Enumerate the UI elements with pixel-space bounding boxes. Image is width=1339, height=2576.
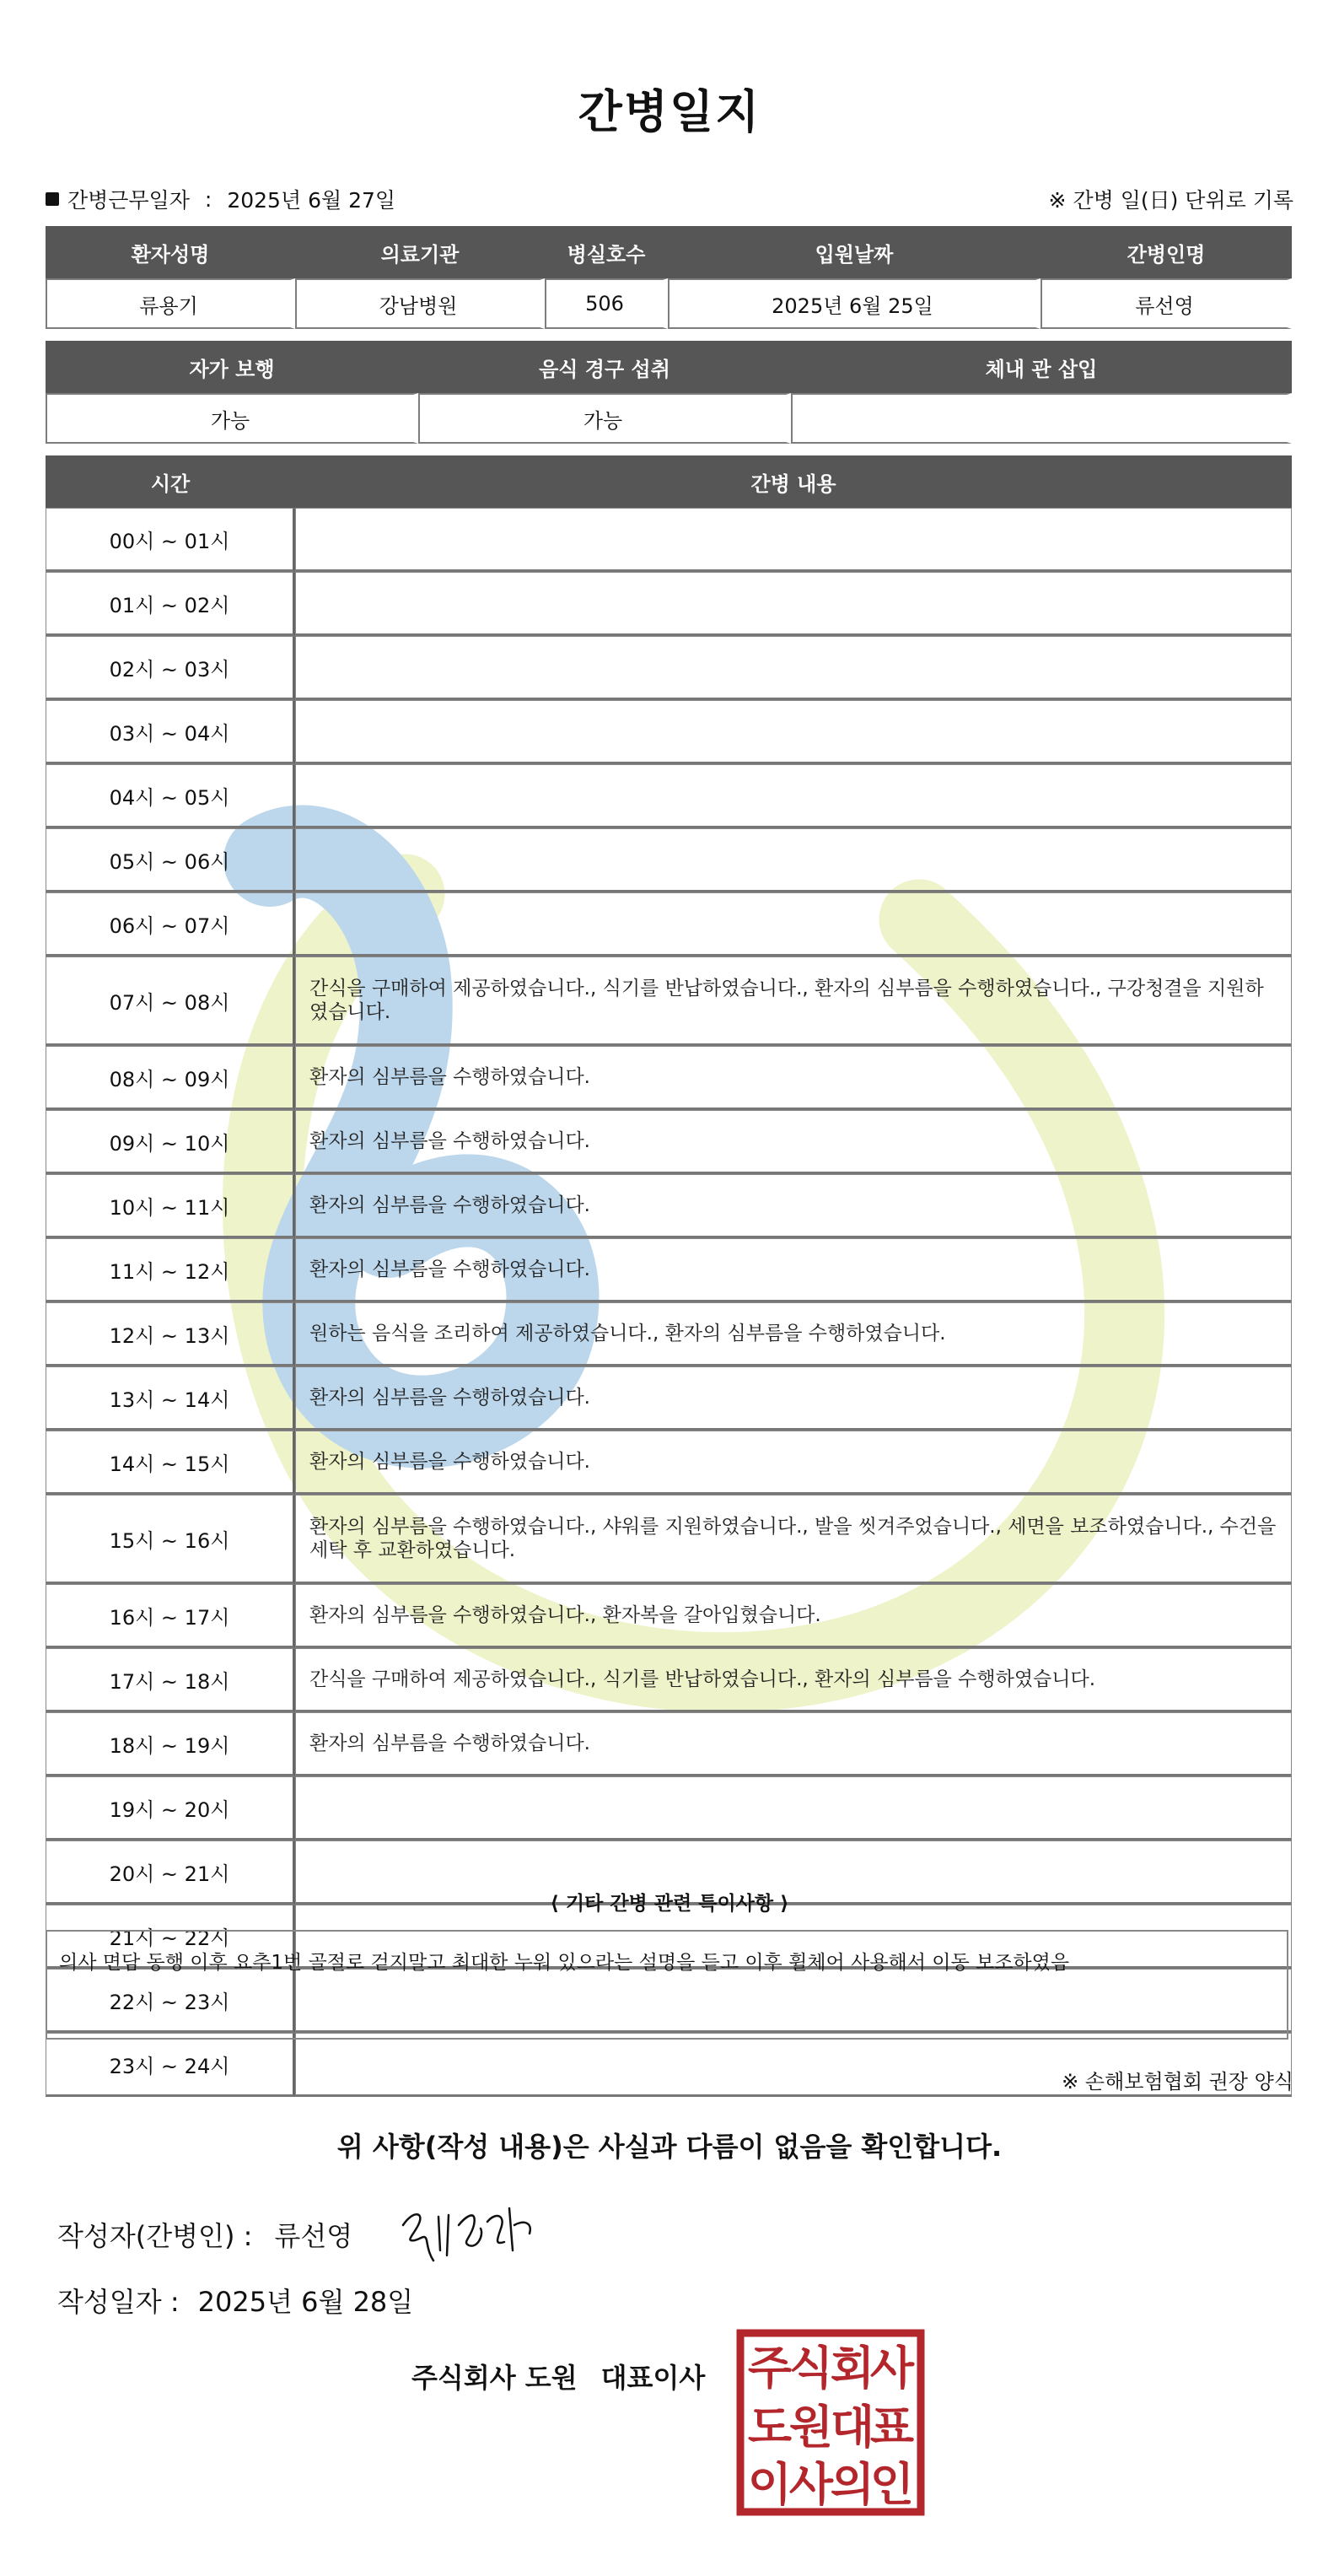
log-time-cell: 19시 ~ 20시 (46, 1776, 295, 1840)
log-header-row (46, 455, 1292, 508)
writer-name: 류선영 (274, 2220, 353, 2252)
association-note: ※ 손해보험협회 권장 양식 (1062, 2070, 1293, 2094)
log-row (46, 892, 1292, 957)
log-content-cell: 환자의 심부름을 수행하였습니다. (295, 1366, 1292, 1431)
header-caregiver-name: 간병인명 (1041, 226, 1292, 278)
written-date-label: 작성일자 : (57, 2286, 180, 2318)
log-row (46, 1584, 1292, 1648)
oral-intake-value: 가능 (418, 393, 791, 444)
svg-text:도: 도 (747, 2401, 793, 2454)
log-row (46, 636, 1292, 700)
log-time-cell: 18시 ~ 19시 (46, 1712, 295, 1776)
svg-text:이: 이 (747, 2458, 793, 2511)
header-room-number: 병실호수 (545, 226, 668, 278)
log-row (46, 1366, 1292, 1431)
svg-text:대: 대 (830, 2401, 875, 2454)
log-content-cell: 환자의 심부름을 수행하였습니다., 환자복을 갈아입혔습니다. (295, 1584, 1292, 1648)
svg-text:의: 의 (830, 2458, 875, 2511)
written-date-line (57, 2281, 413, 2320)
self-walking-value: 가능 (46, 393, 418, 444)
unit-note: ※ 간병 일(日) 단위로 기록 (1048, 188, 1293, 213)
svg-text:회: 회 (830, 2342, 875, 2395)
log-content-cell (295, 508, 1292, 572)
patient-info-value-row (46, 278, 1292, 329)
log-content-cell (295, 892, 1292, 957)
notes-content: 의사 면담 동행 이후 요추1번 골절로 걷지말고 최대한 누워 있으라는 설명을 듣고 이후 휠체어 사용해서 이동 보조하였음 (46, 1930, 1288, 2040)
writer-label: 작성자(간병인) : (57, 2220, 253, 2252)
log-time-cell: 01시 ~ 02시 (46, 572, 295, 636)
handwritten-signature (396, 2191, 540, 2267)
written-date-value: 2025년 6월 28일 (197, 2286, 414, 2318)
work-date-label: 간병근무일자 (67, 188, 190, 213)
log-time-cell: 13시 ~ 14시 (46, 1366, 295, 1431)
patient-info-header-row (46, 226, 1292, 278)
company-name: 주식회사 도원 (411, 2362, 578, 2394)
log-time-cell: 20시 ~ 21시 (46, 1840, 295, 1905)
svg-text:식: 식 (788, 2342, 834, 2395)
log-time-cell: 17시 ~ 18시 (46, 1648, 295, 1712)
header-tube-insertion: 체내 관 삽입 (791, 341, 1292, 393)
tube-insertion-value (791, 393, 1292, 444)
log-time-cell: 08시 ~ 09시 (46, 1046, 295, 1110)
log-content-cell (295, 572, 1292, 636)
care-log-table (46, 455, 1292, 2097)
log-content-cell: 환자의 심부름을 수행하였습니다. (295, 1238, 1292, 1302)
work-date (46, 184, 395, 214)
log-time-cell: 00시 ~ 01시 (46, 508, 295, 572)
condition-value-row (46, 393, 1292, 444)
log-content-cell: 환자의 심부름을 수행하였습니다. (295, 1431, 1292, 1495)
log-content-cell: 간식을 구매하여 제공하였습니다., 식기를 반납하였습니다., 환자의 심부름을 수행하였습니다., 구강청결을 지원하였습니다. (295, 957, 1292, 1046)
patient-info-table (46, 226, 1292, 329)
bullet-square-icon (46, 192, 59, 206)
log-time-cell: 11시 ~ 12시 (46, 1238, 295, 1302)
page-title: 간병일지 (578, 85, 761, 138)
log-time-cell: 22시 ~ 23시 (46, 1969, 295, 2033)
svg-text:사: 사 (788, 2458, 834, 2511)
log-time-cell: 03시 ~ 04시 (46, 700, 295, 764)
svg-text:인: 인 (869, 2458, 915, 2511)
log-time-cell: 05시 ~ 06시 (46, 828, 295, 892)
log-time-cell: 12시 ~ 13시 (46, 1302, 295, 1366)
header-patient-name: 환자성명 (46, 226, 295, 278)
log-content-cell (295, 636, 1292, 700)
log-time-cell: 23시 ~ 24시 (46, 2033, 295, 2097)
log-row (46, 1776, 1292, 1840)
caregiver-name-value: 류선영 (1041, 278, 1292, 329)
log-row (46, 1174, 1292, 1238)
log-row (46, 700, 1292, 764)
svg-text:표: 표 (869, 2401, 915, 2454)
log-row (46, 828, 1292, 892)
log-content-cell (295, 1776, 1292, 1840)
log-content-cell: 환자의 심부름을 수행하였습니다. (295, 1712, 1292, 1776)
log-row (46, 957, 1292, 1046)
log-time-cell: 06시 ~ 07시 (46, 892, 295, 957)
company-line (411, 2357, 705, 2395)
log-content-cell: 환자의 심부름을 수행하였습니다. (295, 1174, 1292, 1238)
svg-text:사: 사 (869, 2342, 915, 2395)
log-time-cell: 09시 ~ 10시 (46, 1110, 295, 1174)
header-hospital: 의료기관 (295, 226, 545, 278)
log-content-cell (295, 828, 1292, 892)
log-row (46, 1302, 1292, 1366)
log-content-cell (295, 764, 1292, 828)
patient-name-value: 류용기 (46, 278, 295, 329)
room-number-value: 506 (545, 278, 668, 329)
log-row (46, 764, 1292, 828)
svg-text:원: 원 (788, 2401, 834, 2454)
header-oral-intake: 음식 경구 섭취 (418, 341, 791, 393)
hospital-value: 강남병원 (295, 278, 545, 329)
log-content-cell: 환자의 심부름을 수행하였습니다. (295, 1046, 1292, 1110)
notes-title: ⟨ 기타 간병 관련 특이사항 ⟩ (550, 1893, 789, 1915)
log-row (46, 1046, 1292, 1110)
work-date-separator: : (204, 186, 212, 212)
svg-text:주: 주 (747, 2342, 793, 2395)
admission-date-value: 2025년 6월 25일 (668, 278, 1041, 329)
log-body (46, 508, 1292, 2097)
log-content-cell: 환자의 심부름을 수행하였습니다. (295, 1110, 1292, 1174)
log-row (46, 1712, 1292, 1776)
company-seal-stamp (735, 2328, 926, 2517)
condition-header-row (46, 341, 1292, 393)
log-row (46, 1431, 1292, 1495)
log-row (46, 1495, 1292, 1584)
log-row (46, 1648, 1292, 1712)
log-content-cell (295, 700, 1292, 764)
log-time-cell: 02시 ~ 03시 (46, 636, 295, 700)
log-row (46, 508, 1292, 572)
log-row (46, 1238, 1292, 1302)
log-time-cell: 04시 ~ 05시 (46, 764, 295, 828)
work-date-value: 2025년 6월 27일 (227, 188, 396, 213)
confirmation-statement: 위 사항(작성 내용)은 사실과 다름이 없음을 확인합니다. (336, 2131, 1003, 2163)
writer-line (57, 2215, 352, 2254)
log-row (46, 572, 1292, 636)
header-admission-date: 입원날짜 (668, 226, 1041, 278)
log-content-cell: 원하는 음식을 조리하여 제공하였습니다., 환자의 심부름을 수행하였습니다. (295, 1302, 1292, 1366)
log-time-cell: 16시 ~ 17시 (46, 1584, 295, 1648)
condition-info-table (46, 341, 1292, 444)
header-time: 시간 (46, 455, 295, 508)
header-care-content: 간병 내용 (295, 455, 1292, 508)
log-time-cell: 15시 ~ 16시 (46, 1495, 295, 1584)
log-time-cell: 21시 ~ 22시 (46, 1905, 295, 1969)
log-content-cell: 환자의 심부름을 수행하였습니다., 샤워를 지원하였습니다., 발을 씻겨주었습니다., 세면을 보조하였습니다., 수건을 세탁 후 교환하였습니다. (295, 1495, 1292, 1584)
header-self-walking: 자가 보행 (46, 341, 418, 393)
log-content-cell: 간식을 구매하여 제공하였습니다., 식기를 반납하였습니다., 환자의 심부름을 수행하였습니다. (295, 1648, 1292, 1712)
log-time-cell: 10시 ~ 11시 (46, 1174, 295, 1238)
log-time-cell: 07시 ~ 08시 (46, 957, 295, 1046)
company-role: 대표이사 (600, 2362, 706, 2394)
log-row (46, 1110, 1292, 1174)
log-time-cell: 14시 ~ 15시 (46, 1431, 295, 1495)
